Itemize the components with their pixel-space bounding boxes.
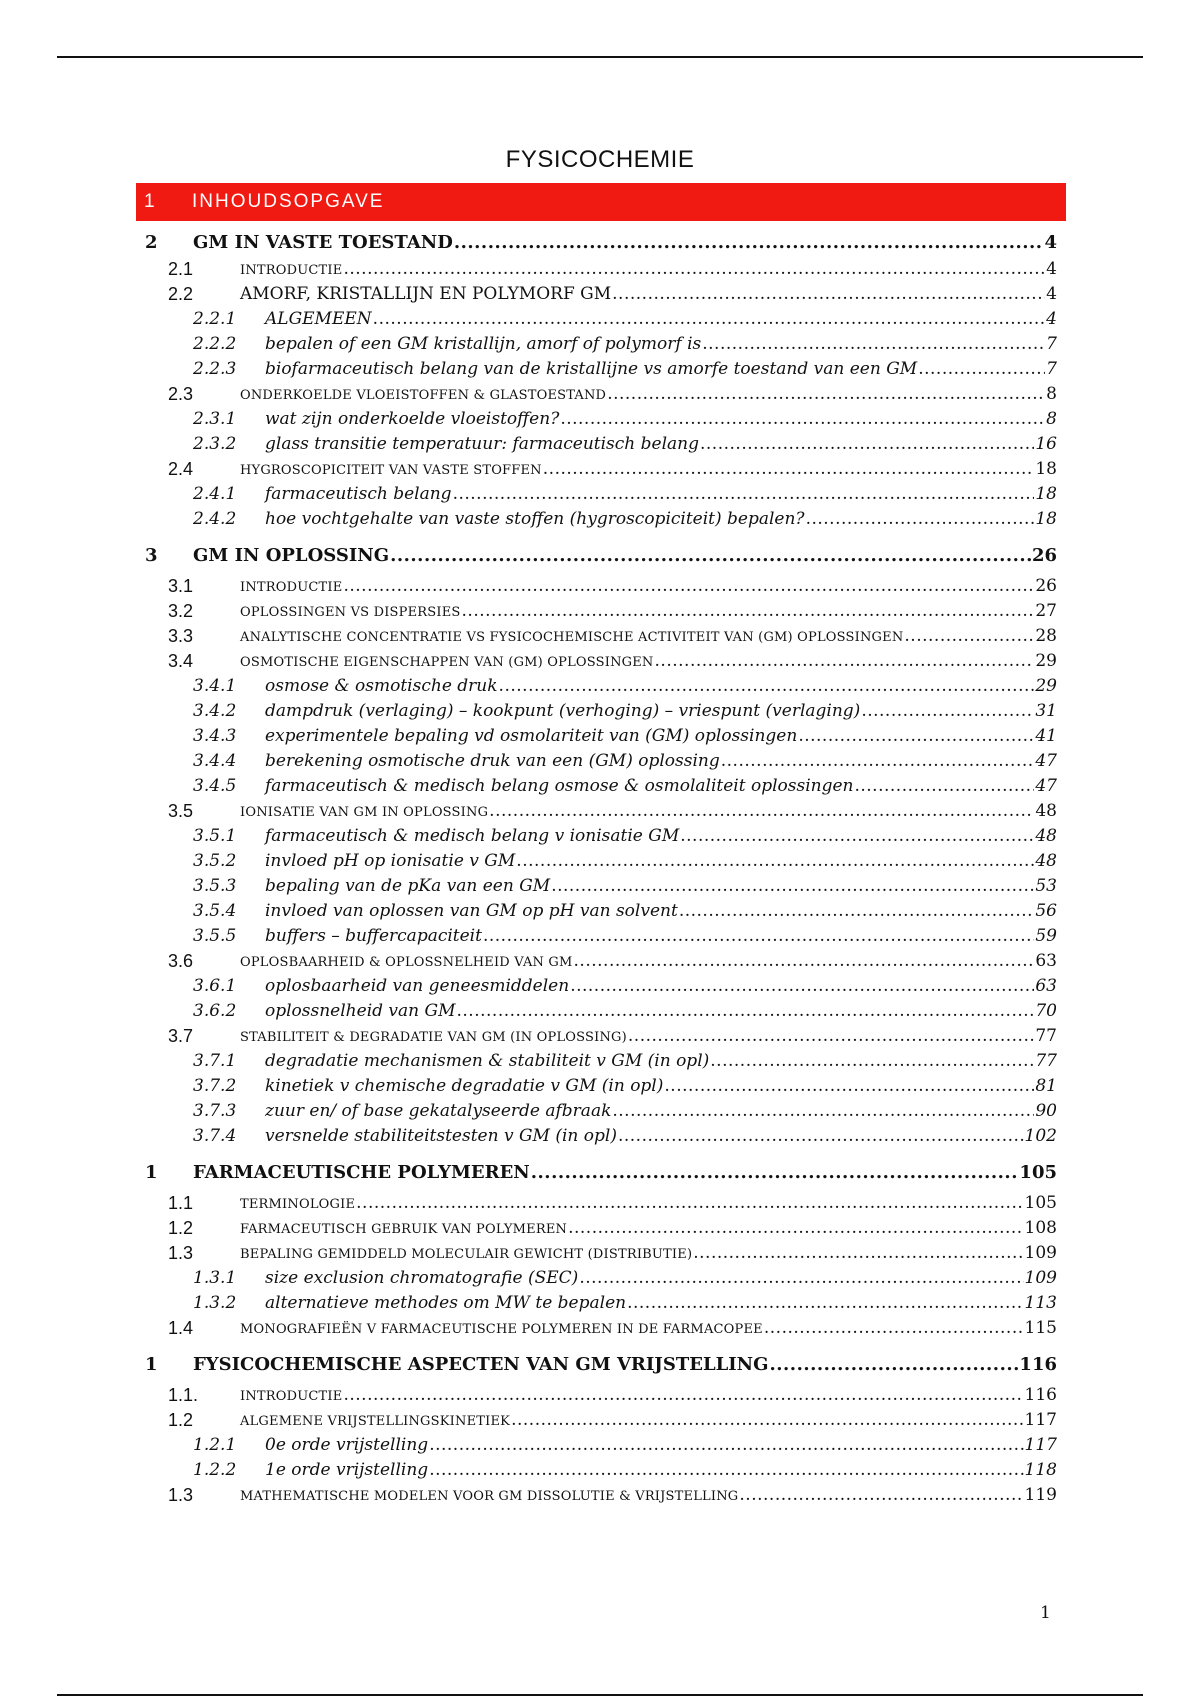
toc-entry-title: GM IN OPLOSSING [193, 545, 390, 566]
toc-entry-title: zuur en/ of base gekatalyseerde afbraak [265, 1101, 612, 1121]
toc-entry-number: 3.4.5 [193, 776, 237, 796]
toc-entry-page: 56 [1035, 901, 1057, 921]
toc-dot-leader [618, 1124, 1024, 1149]
toc-entry-page: 7 [1046, 359, 1057, 379]
toc-heading-label: INHOUDSOPGAVE [192, 191, 385, 212]
toc-entry-level-3[interactable] [0, 332, 1057, 357]
toc-entry-page: 113 [1024, 1293, 1057, 1313]
toc-entry-level-3[interactable] [0, 1099, 1057, 1124]
toc-entry-level-2[interactable] [0, 649, 1057, 674]
toc-entry-number: 1.1. [168, 1385, 199, 1405]
toc-entry-number: 1 [145, 1162, 158, 1183]
toc-entry-page: 109 [1024, 1243, 1057, 1263]
toc-entry-page: 77 [1035, 1051, 1057, 1071]
toc-entry-page: 117 [1024, 1410, 1057, 1430]
toc-entry-title: ALGEMENE VRIJSTELLINGSKINETIEK [240, 1414, 511, 1429]
toc-entry-number: 2.1 [168, 259, 194, 279]
toc-entry-page: 77 [1035, 1026, 1057, 1046]
toc-entry-page: 26 [1031, 545, 1057, 566]
toc-dot-leader [531, 1155, 1019, 1191]
toc-dot-leader [453, 482, 1035, 507]
toc-entry-level-2[interactable] [0, 1024, 1057, 1049]
toc-entry-level-2[interactable] [0, 799, 1057, 824]
page-number: 1 [1040, 1603, 1051, 1623]
toc-dot-leader [655, 649, 1035, 674]
toc-dot-leader [462, 599, 1035, 624]
toc-dot-leader [457, 999, 1035, 1024]
toc-dot-leader [764, 1316, 1024, 1341]
toc-entry-page: 102 [1024, 1126, 1057, 1146]
toc-dot-leader [918, 357, 1045, 382]
toc-dot-leader [511, 1408, 1023, 1433]
toc-dot-leader [693, 1241, 1023, 1266]
toc-entry-level-2[interactable] [0, 1483, 1057, 1508]
toc-entry-title: FARMACEUTISCHE POLYMEREN [193, 1162, 530, 1183]
toc-entry-number: 2.3 [168, 384, 194, 404]
toc-entry-number: 1.3 [168, 1243, 194, 1263]
toc-entry-page: 29 [1035, 676, 1057, 696]
toc-entry-title: invloed van oplossen van GM op pH van solvent [265, 901, 678, 921]
toc-entry-level-3[interactable] [0, 307, 1057, 332]
toc-entry-level-1[interactable] [0, 1347, 1057, 1383]
header-rule [57, 56, 1143, 58]
toc-dot-leader [739, 1483, 1023, 1508]
toc-entry-title: glass transitie temperatuur: farmaceutisch belang [265, 434, 699, 454]
toc-entry-number: 2.4.2 [193, 509, 237, 529]
toc-entry-number: 2.4.1 [193, 484, 237, 504]
toc-entry-page: 63 [1035, 951, 1057, 971]
toc-entry-page: 4 [1046, 284, 1057, 304]
toc-entry-title: oplosbaarheid van geneesmiddelen [265, 976, 570, 996]
toc-dot-leader [483, 924, 1034, 949]
toc-entry-number: 2.2 [168, 284, 194, 304]
toc-entry-title: biofarmaceutisch belang van de kristallijne vs amorfe toestand van een GM [265, 359, 918, 379]
toc-dot-leader [516, 849, 1034, 874]
toc-heading-number: 1 [144, 191, 157, 212]
toc-entry-title: farmaceutisch belang [265, 484, 452, 504]
toc-entry-level-3[interactable] [0, 999, 1057, 1024]
toc-entry-title: ALGEMEEN [265, 309, 372, 329]
toc-dot-leader [429, 1458, 1023, 1483]
toc-dot-leader [612, 282, 1045, 307]
toc-entry-title: berekening osmotische druk van een (GM) oplossing [265, 751, 720, 771]
toc-entry-page: 31 [1035, 701, 1057, 721]
toc-entry-level-3[interactable] [0, 507, 1057, 532]
footer-rule [57, 1694, 1143, 1696]
toc-dot-leader [489, 799, 1034, 824]
toc-entry-page: 48 [1035, 801, 1057, 821]
toc-entry-level-3[interactable] [0, 482, 1057, 507]
toc-entry-title: BEPALING GEMIDDELD MOLECULAIR GEWICHT (DISTRIBUTIE) [240, 1247, 693, 1262]
toc-dot-leader [454, 229, 1044, 257]
toc-dot-leader [721, 749, 1035, 774]
toc-entry-level-3[interactable] [0, 1074, 1057, 1099]
toc-entry-title: MONOGRAFIEËN V FARMACEUTISCHE POLYMEREN IN DE FARMACOPEE [240, 1322, 763, 1337]
toc-entry-level-3[interactable] [0, 874, 1057, 899]
toc-dot-leader [356, 1191, 1023, 1216]
toc-entry-number: 2.3.2 [193, 434, 237, 454]
toc-entry-number: 1.2 [168, 1410, 194, 1430]
toc-entry-number: 3.4 [168, 651, 194, 671]
toc-entry-number: 1.3.2 [193, 1293, 237, 1313]
toc-entry-level-2[interactable] [0, 1191, 1057, 1216]
toc-dot-leader [806, 507, 1035, 532]
toc-entry-level-3[interactable] [0, 407, 1057, 432]
toc-entry-number: 3.1 [168, 576, 194, 596]
toc-dot-leader [679, 899, 1035, 924]
toc-dot-leader [574, 949, 1035, 974]
toc-entry-number: 3.6 [168, 951, 194, 971]
toc-entry-level-3[interactable] [0, 1266, 1057, 1291]
toc-entry-page: 118 [1024, 1460, 1057, 1480]
toc-dot-leader [798, 724, 1034, 749]
toc-entry-title: oplossnelheid van GM [265, 1001, 456, 1021]
toc-entry-page: 8 [1046, 384, 1057, 404]
toc-dot-leader [543, 457, 1035, 482]
toc-entry-title: osmose & osmotische druk [265, 676, 498, 696]
toc-entry-page: 108 [1024, 1218, 1057, 1238]
toc-entry-page: 41 [1035, 726, 1057, 746]
toc-entry-number: 2.3.1 [193, 409, 237, 429]
toc-entry-page: 4 [1046, 259, 1057, 279]
toc-entry-page: 18 [1035, 509, 1057, 529]
toc-entry-title: INTRODUCTIE [240, 580, 343, 595]
toc-entry-number: 3.6.1 [193, 976, 237, 996]
toc-entry-number: 1.2.1 [193, 1435, 237, 1455]
toc-dot-leader [854, 774, 1034, 799]
toc-dot-leader [680, 824, 1034, 849]
toc-entry-number: 3.2 [168, 601, 194, 621]
toc-entry-page: 109 [1024, 1268, 1057, 1288]
toc-entry-title: bepalen of een GM kristallijn, amorf of polymorf is [265, 334, 702, 354]
toc-entry-title: 1e orde vrijstelling [265, 1460, 429, 1480]
toc-entry-number: 3.4.1 [193, 676, 237, 696]
toc-entry-page: 4 [1044, 232, 1057, 253]
toc-dot-leader [861, 699, 1034, 724]
toc-entry-title: TERMINOLOGIE [240, 1197, 356, 1212]
toc-entry-title: bepaling van de pKa van een GM [265, 876, 551, 896]
toc-entry-level-2[interactable] [0, 1216, 1057, 1241]
toc-entry-title: ONDERKOELDE VLOEISTOFFEN & GLASTOESTAND [240, 388, 607, 403]
toc-entry-level-3[interactable] [0, 749, 1057, 774]
toc-entry-title: wat zijn onderkoelde vloeistoffen? [265, 409, 560, 429]
toc-entry-title: dampdruk (verlaging) – kookpunt (verhoging) – vriespunt (verlaging) [265, 701, 861, 721]
toc-entry-page: 7 [1046, 334, 1057, 354]
toc-entry-number: 3.5.4 [193, 901, 237, 921]
toc-entry-title: versnelde stabiliteitstesten v GM (in opl) [265, 1126, 617, 1146]
toc-entry-title: farmaceutisch & medisch belang osmose & osmolaliteit oplossingen [265, 776, 854, 796]
toc-entry-number: 2.2.3 [193, 359, 237, 379]
toc-entry-number: 3.5.2 [193, 851, 237, 871]
toc-entry-page: 28 [1035, 626, 1057, 646]
toc-entry-number: 3 [145, 545, 158, 566]
toc-dot-leader [570, 974, 1034, 999]
toc-dot-leader [560, 407, 1045, 432]
toc-entry-page: 53 [1035, 876, 1057, 896]
toc-entry-level-3[interactable] [0, 824, 1057, 849]
toc-entry-title: FYSICOCHEMISCHE ASPECTEN VAN GM VRIJSTELLING [193, 1354, 769, 1375]
toc-entry-page: 116 [1024, 1385, 1057, 1405]
toc-entry-title: farmaceutisch & medisch belang v ionisatie GM [265, 826, 680, 846]
toc-entry-level-2[interactable] [0, 282, 1057, 307]
toc-entry-page: 119 [1024, 1485, 1057, 1505]
toc-entry-number: 2.4 [168, 459, 194, 479]
toc-dot-leader [390, 538, 1031, 574]
toc-entry-number: 3.5.1 [193, 826, 237, 846]
toc-entry-number: 1.2 [168, 1218, 194, 1238]
toc-entry-page: 27 [1035, 601, 1057, 621]
toc-entry-page: 115 [1024, 1318, 1057, 1338]
toc-dot-leader [627, 1291, 1023, 1316]
toc-entry-level-2[interactable] [0, 1316, 1057, 1341]
toc-dot-leader [343, 257, 1045, 282]
document-title: FYSICOCHEMIE [505, 146, 695, 173]
toc-entry-level-1[interactable] [0, 538, 1057, 574]
toc-entry-title: INTRODUCTIE [240, 1389, 343, 1404]
toc-entry-number: 3.4.2 [193, 701, 237, 721]
toc-entry-page: 8 [1046, 409, 1057, 429]
toc-entry-title: MATHEMATISCHE MODELEN VOOR GM DISSOLUTIE & VRIJSTELLING [240, 1489, 739, 1504]
toc-entry-number: 1.3 [168, 1485, 194, 1505]
toc-entry-page: 90 [1035, 1101, 1057, 1121]
toc-entry-level-3[interactable] [0, 699, 1057, 724]
toc-entry-title: alternatieve methodes om MW te bepalen [265, 1293, 627, 1313]
toc-entry-page: 105 [1024, 1193, 1057, 1213]
toc-entry-number: 3.4.4 [193, 751, 237, 771]
toc-entry-number: 3.7.1 [193, 1051, 237, 1071]
toc-entry-level-1[interactable] [0, 229, 1057, 257]
toc-entry-number: 3.7 [168, 1026, 194, 1046]
toc-entry-level-2[interactable] [0, 574, 1057, 599]
toc-entry-level-3[interactable] [0, 1124, 1057, 1149]
toc-entry-number: 1.1 [168, 1193, 194, 1213]
toc-dot-leader [568, 1216, 1023, 1241]
toc-entry-level-3[interactable] [0, 1433, 1057, 1458]
toc-entry-number: 1.2.2 [193, 1460, 237, 1480]
toc-entry-title: OSMOTISCHE EIGENSCHAPPEN VAN (GM) OPLOSSINGEN [240, 655, 654, 670]
toc-entry-title: IONISATIE VAN GM IN OPLOSSING [240, 805, 489, 820]
toc-dot-leader [343, 574, 1034, 599]
toc-entry-number: 3.6.2 [193, 1001, 237, 1021]
toc-entry-number: 2.2.1 [193, 309, 237, 329]
toc-entry-level-2[interactable] [0, 257, 1057, 282]
toc-entry-level-3[interactable] [0, 974, 1057, 999]
toc-entry-number: 3.5.5 [193, 926, 237, 946]
toc-entry-level-3[interactable] [0, 432, 1057, 457]
toc-entry-title: OPLOSBAARHEID & OPLOSSNELHEID VAN GM [240, 955, 573, 970]
toc-dot-leader [607, 382, 1045, 407]
toc-entry-number: 3.4.3 [193, 726, 237, 746]
toc-entry-page: 16 [1035, 434, 1057, 454]
toc-entry-level-3[interactable] [0, 1458, 1057, 1483]
toc-entry-page: 4 [1046, 309, 1057, 329]
toc-entry-level-3[interactable] [0, 357, 1057, 382]
toc-entry-number: 3.3 [168, 626, 194, 646]
toc-entry-number: 3.7.4 [193, 1126, 237, 1146]
toc-entry-page: 116 [1019, 1354, 1057, 1375]
toc-entry-page: 105 [1019, 1162, 1057, 1183]
toc-entry-number: 2 [145, 232, 158, 253]
toc-entry-page: 18 [1035, 484, 1057, 504]
toc-dot-leader [429, 1433, 1023, 1458]
toc-dot-leader [700, 432, 1034, 457]
toc-entry-title: OPLOSSINGEN VS DISPERSIES [240, 605, 461, 620]
toc-entry-level-3[interactable] [0, 724, 1057, 749]
toc-entry-level-2[interactable] [0, 1241, 1057, 1266]
toc-dot-leader [702, 332, 1045, 357]
toc-entry-level-3[interactable] [0, 674, 1057, 699]
toc-dot-leader [499, 674, 1035, 699]
toc-entry-title: hoe vochtgehalte van vaste stoffen (hygroscopiciteit) bepalen? [265, 509, 805, 529]
toc-entry-level-2[interactable] [0, 1408, 1057, 1433]
toc-entry-number: 3.7.2 [193, 1076, 237, 1096]
toc-entry-title: GM IN VASTE TOESTAND [193, 232, 453, 253]
toc-entry-number: 2.2.2 [193, 334, 237, 354]
toc-entry-level-2[interactable] [0, 949, 1057, 974]
toc-dot-leader [904, 624, 1034, 649]
toc-entry-title: invloed pH op ionisatie v GM [265, 851, 516, 871]
toc-entry-level-3[interactable] [0, 774, 1057, 799]
toc-entry-level-2[interactable] [0, 457, 1057, 482]
toc-entry-level-3[interactable] [0, 924, 1057, 949]
table-of-contents [0, 229, 1200, 1508]
toc-dot-leader [664, 1074, 1034, 1099]
toc-entry-page: 26 [1035, 576, 1057, 596]
toc-entry-page: 47 [1035, 776, 1057, 796]
toc-entry-title: degradatie mechanismen & stabiliteit v GM (in opl) [265, 1051, 710, 1071]
toc-entry-title: HYGROSCOPICITEIT VAN VASTE STOFFEN [240, 463, 542, 478]
toc-entry-page: 117 [1024, 1435, 1057, 1455]
toc-entry-page: 59 [1035, 926, 1057, 946]
toc-dot-leader [770, 1347, 1019, 1383]
toc-dot-leader [373, 307, 1046, 332]
toc-entry-level-3[interactable] [0, 1291, 1057, 1316]
toc-entry-level-3[interactable] [0, 1049, 1057, 1074]
toc-dot-leader [612, 1099, 1034, 1124]
toc-entry-level-2[interactable] [0, 1383, 1057, 1408]
toc-entry-number: 1.4 [168, 1318, 194, 1338]
toc-entry-level-2[interactable] [0, 382, 1057, 407]
toc-entry-level-2[interactable] [0, 599, 1057, 624]
toc-entry-page: 18 [1035, 459, 1057, 479]
toc-entry-page: 63 [1035, 976, 1057, 996]
toc-entry-page: 70 [1035, 1001, 1057, 1021]
toc-entry-number: 3.5 [168, 801, 194, 821]
toc-entry-title: STABILITEIT & DEGRADATIE VAN GM (IN OPLOSSING) [240, 1030, 627, 1045]
toc-entry-page: 29 [1035, 651, 1057, 671]
toc-entry-title: INTRODUCTIE [240, 263, 343, 278]
toc-dot-leader [710, 1049, 1034, 1074]
toc-entry-title: ANALYTISCHE CONCENTRATIE VS FYSICOCHEMISCHE ACTIVITEIT VAN (GM) OPLOSSINGEN [240, 630, 904, 645]
toc-entry-page: 47 [1035, 751, 1057, 771]
toc-entry-title: kinetiek v chemische degradatie v GM (in opl) [265, 1076, 664, 1096]
toc-entry-title: 0e orde vrijstelling [265, 1435, 429, 1455]
toc-dot-leader [579, 1266, 1023, 1291]
toc-entry-level-3[interactable] [0, 849, 1057, 874]
toc-entry-title: AMORF, KRISTALLIJN EN POLYMORF GM [240, 284, 612, 304]
toc-entry-title: experimentele bepaling vd osmolariteit van (GM) oplossingen [265, 726, 798, 746]
toc-dot-leader [343, 1383, 1023, 1408]
toc-dot-leader [628, 1024, 1034, 1049]
toc-entry-title: FARMACEUTISCH GEBRUIK VAN POLYMEREN [240, 1222, 568, 1237]
toc-heading-banner [136, 183, 1066, 221]
toc-entry-page: 48 [1035, 851, 1057, 871]
toc-entry-number: 1.3.1 [193, 1268, 237, 1288]
toc-entry-number: 1 [145, 1354, 158, 1375]
toc-entry-number: 3.7.3 [193, 1101, 237, 1121]
toc-entry-page: 48 [1035, 826, 1057, 846]
toc-entry-number: 3.5.3 [193, 876, 237, 896]
toc-entry-level-1[interactable] [0, 1155, 1057, 1191]
toc-entry-title: size exclusion chromatografie (SEC) [265, 1268, 579, 1288]
toc-entry-page: 81 [1035, 1076, 1057, 1096]
toc-entry-title: buffers – buffercapaciteit [265, 926, 482, 946]
toc-dot-leader [551, 874, 1034, 899]
toc-entry-level-2[interactable] [0, 624, 1057, 649]
toc-entry-level-3[interactable] [0, 899, 1057, 924]
